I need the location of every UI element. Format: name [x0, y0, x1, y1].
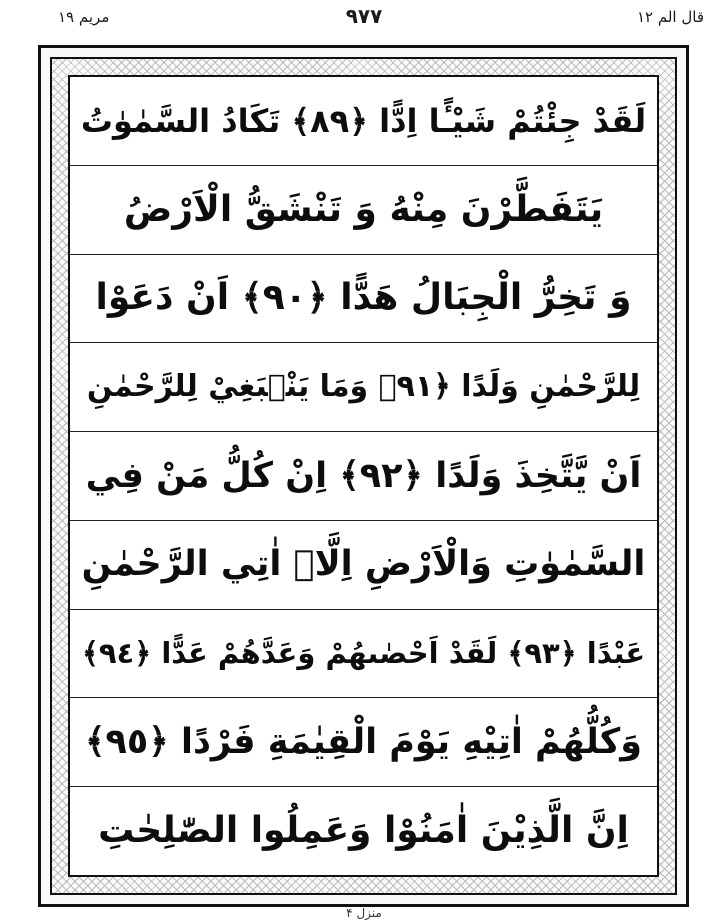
- verse-line-4: [70, 343, 657, 432]
- verse-line-text: اَنْ يَّتَّخِذَ وَلَدًا ﴿٩٢﴾ اِنْ كُلُّ مَنْ فِي: [85, 455, 642, 496]
- verse-line-6: [70, 521, 657, 610]
- verse-line-text: لِلرَّحْمٰنِ وَلَدًا ﴿٩١﴾ وَمَا يَنْۢبَغِيْ لِلرَّحْمٰنِ: [86, 369, 641, 405]
- verse-line-2: [70, 166, 657, 255]
- verse-area: [68, 75, 659, 877]
- verse-line-5: [70, 432, 657, 521]
- page-frame: [38, 45, 689, 907]
- manzil-marker: منزل ۴: [346, 906, 382, 920]
- ornamental-border: [50, 57, 677, 895]
- surah-name: مریم ۱۹: [58, 8, 110, 26]
- verse-line-text: السَّمٰوٰتِ وَالْاَرْضِ اِلَّاۤ اٰتِي الرَّحْمٰنِ: [81, 544, 646, 585]
- verse-line-text: وَ تَخِرُّ الْجِبَالُ هَدًّا ﴿٩٠﴾ اَنْ دَعَوْا: [95, 277, 632, 319]
- page-number: ۹۷۷: [345, 4, 383, 28]
- verse-line-text: يَتَفَطَّرْنَ مِنْهُ وَ تَنْشَقُّ الْاَرْضُ: [123, 188, 604, 230]
- verse-line-text: وَكُلُّهُمْ اٰتِيْهِ يَوْمَ الْقِيٰمَةِ فَرْدًا ﴿٩٥﴾: [85, 721, 642, 762]
- page-header: [0, 0, 728, 44]
- verse-line-text: عَبْدًا ﴿٩٣﴾ لَقَدْ اَحْصٰىهُمْ وَعَدَّهُمْ عَدًّا ﴿٩٤﴾: [81, 636, 646, 671]
- verse-line-7: [70, 610, 657, 699]
- verse-line-8: [70, 698, 657, 787]
- verse-line-text: لَقَدْ جِئْتُمْ شَيْـًٔا اِدًّا ﴿٨٩﴾ تَكَادُ السَّمٰوٰتُ: [80, 101, 647, 140]
- verse-line-1: [70, 77, 657, 166]
- verse-line-9: [70, 787, 657, 875]
- juz-name: قال الم ۱۲: [636, 8, 704, 26]
- verse-line-3: [70, 255, 657, 344]
- verse-line-text: اِنَّ الَّذِيْنَ اٰمَنُوْا وَعَمِلُوا الصّٰلِحٰتِ: [98, 810, 629, 852]
